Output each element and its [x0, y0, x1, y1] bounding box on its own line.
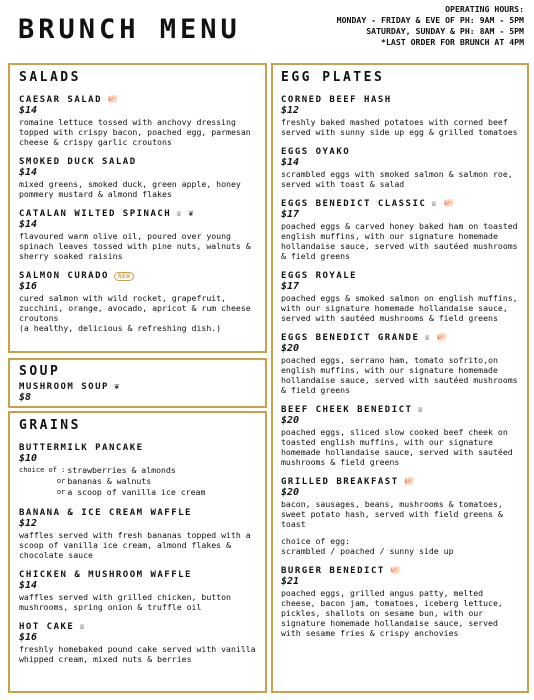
option: bananas & walnuts	[67, 476, 152, 486]
menu-header	[0, 0, 534, 58]
pig-icon: 🐖	[436, 332, 450, 343]
chef-hat-icon: ♕	[417, 404, 425, 415]
chef-hat-icon: ♕	[176, 208, 184, 219]
item-choice-options: scrambled / poached / sunny side up	[281, 546, 454, 556]
egg-plates-section	[271, 63, 529, 693]
item-price: $10	[19, 453, 38, 464]
menu-item	[281, 271, 519, 323]
option: strawberries & almonds	[67, 465, 176, 475]
grains-section	[8, 411, 267, 693]
item-desc: romaine lettuce tossed with anchovy dressing topped with crispy bacon, poached egg, parmesan cheese & crispy garlic croutons	[19, 117, 251, 147]
item-price: $14	[281, 157, 300, 168]
choice-label: choice of :	[19, 466, 66, 474]
section-title-grains: GRAINS	[19, 418, 81, 433]
item-price: $14	[19, 105, 38, 116]
chef-hat-icon: ♕	[431, 198, 439, 209]
item-note: (a healthy, delicious & refreshing dish.)	[19, 323, 222, 333]
soup-section	[8, 358, 267, 408]
item-name: SALMON CURADO	[19, 271, 109, 281]
item-desc: waffles served with grilled chicken, button mushrooms, spring onion & truffle oil	[19, 592, 231, 612]
menu-item	[19, 443, 256, 498]
item-price: $17	[281, 209, 300, 220]
option: a scoop of vanilla ice cream	[67, 487, 206, 497]
menu-item	[281, 566, 519, 638]
item-choice-label: choice of egg:	[281, 536, 351, 546]
menu-item	[19, 570, 256, 612]
item-desc: flavoured warm olive oil, poured over young spinach leaves tossed with pine nuts, walnuts & sherry soaked raisins	[19, 231, 251, 261]
page-title: BRUNCH MENU	[18, 14, 241, 45]
pig-icon: 🐖	[443, 198, 456, 209]
item-name: EGGS BENEDICT CLASSIC	[281, 199, 427, 209]
item-price: $14	[19, 219, 38, 230]
item-name: CORNED BEEF HASH	[281, 95, 392, 105]
menu-item	[19, 209, 256, 261]
item-price: $16	[19, 281, 38, 292]
item-price: $20	[281, 487, 300, 498]
item-name: CAESAR SALAD	[19, 95, 103, 105]
section-title-salads: SALADS	[19, 70, 81, 85]
menu-item	[281, 95, 519, 137]
item-name: CATALAN WILTED SPINACH	[19, 209, 172, 219]
salads-section	[8, 63, 267, 353]
menu-item	[281, 333, 519, 395]
item-name: EGGS BENEDICT GRANDE	[281, 333, 420, 343]
item-name: SMOKED DUCK SALAD	[19, 157, 137, 167]
item-desc: freshly homebaked pound cake served with vanilla whipped cream, mixed nuts & berries	[19, 644, 256, 664]
item-name: BANANA & ICE CREAM WAFFLE	[19, 508, 192, 518]
item-name: EGGS OYAKO	[281, 147, 351, 157]
item-price: $20	[281, 415, 300, 426]
menu-item	[19, 271, 256, 333]
chef-hat-icon: ♕	[79, 621, 87, 632]
item-name: BURGER BENEDICT	[281, 566, 385, 576]
item-name: GRILLED BREAKFAST	[281, 477, 399, 487]
menu-item	[19, 157, 256, 199]
leaf-icon: ❦	[188, 208, 196, 219]
item-price: $8	[19, 392, 32, 403]
item-desc: poached eggs & carved honey baked ham on toasted english muffins, with our signature homemade hollandaise sauce, served with sautéed mushrooms & field greens	[281, 221, 518, 261]
chef-hat-icon: ♕	[424, 332, 432, 343]
item-price: $16	[19, 632, 38, 643]
item-price: $17	[281, 281, 300, 292]
item-price: $21	[281, 576, 300, 587]
menu-item	[281, 405, 519, 467]
hours-weekend: SATURDAY, SUNDAY & PH: 8AM - 5PM	[366, 26, 524, 36]
item-price: $12	[281, 105, 300, 116]
menu-item	[281, 477, 519, 556]
new-badge: NEW	[114, 272, 134, 281]
menu-item	[281, 199, 519, 261]
item-desc: freshly baked mashed potatoes with corned beef served with sunny side up egg & grilled tomatoes	[281, 117, 518, 137]
item-price: $14	[19, 167, 38, 178]
menu-item	[19, 382, 256, 404]
item-desc: poached eggs, sliced slow cooked beef cheek on toasted english muffins, with our signature homemade hollandaise sauce, served with sautéed mushrooms & field greens	[281, 427, 513, 467]
item-price: $20	[281, 343, 300, 354]
item-desc: poached eggs, grilled angus patty, melted cheese, bacon jam, tomatoes, iceberg lettuce, pickles, shallots on sesame bun, with our signature homemade hollandaise sauce, served with sesame fries & crispy anchovies	[281, 588, 503, 638]
pig-icon: 🐖	[403, 476, 417, 487]
section-title-egg-plates: EGG PLATES	[281, 70, 385, 85]
menu-item	[281, 147, 519, 189]
or-label: or	[56, 488, 66, 496]
menu-item	[19, 95, 256, 147]
hours-weekday: MONDAY - FRIDAY & EVE OF PH: 9AM - 5PM	[336, 15, 524, 25]
hours-label: OPERATING HOURS:	[445, 4, 524, 14]
item-desc: bacon, sausages, beans, mushrooms & tomatoes, sweet potato hash, served with field greens & toast	[281, 499, 503, 529]
item-name: HOT CAKE	[19, 622, 75, 632]
item-desc: scrambled eggs with smoked salmon & salmon roe, served with toast & salad	[281, 169, 513, 189]
item-desc: mixed greens, smoked duck, green apple, honey pommery mustard & almond flakes	[19, 179, 241, 199]
section-title-soup: SOUP	[19, 364, 61, 379]
menu-item	[19, 622, 256, 664]
leaf-icon: ❦	[113, 381, 121, 392]
item-name: EGGS ROYALE	[281, 271, 358, 281]
pig-icon: 🐖	[107, 94, 120, 105]
operating-hours	[337, 4, 524, 48]
options-list	[19, 465, 207, 498]
item-name: BEEF CHEEK BENEDICT	[281, 405, 413, 415]
item-desc: poached eggs & smoked salmon on english muffins, with our signature homemade hollandaise sauce, served with sautéed mushrooms & field greens	[281, 293, 518, 323]
item-desc: waffles served with fresh bananas topped with a scoop of vanilla ice cream, almond flakes & chocolate sauce	[19, 530, 251, 560]
item-desc: cured salmon with wild rocket, grapefruit, zucchini, orange, avocado, apricot & rum cheese croutons	[19, 293, 251, 323]
item-name: MUSHROOM SOUP	[19, 382, 109, 392]
pig-icon: 🐖	[389, 565, 403, 576]
item-name: CHICKEN & MUSHROOM WAFFLE	[19, 570, 192, 580]
or-label: or	[56, 477, 66, 485]
hours-last-order: *LAST ORDER FOR BRUNCH AT 4PM	[381, 37, 524, 47]
item-price: $12	[19, 518, 38, 529]
item-price: $14	[19, 580, 38, 591]
menu-item	[19, 508, 256, 560]
item-desc: poached eggs, serrano ham, tomato sofrito,on english muffins, with our signature homemade hollandaise sauce, served with sautéed mushrooms & field greens	[281, 355, 518, 395]
item-name: BUTTERMILK PANCAKE	[19, 443, 144, 453]
